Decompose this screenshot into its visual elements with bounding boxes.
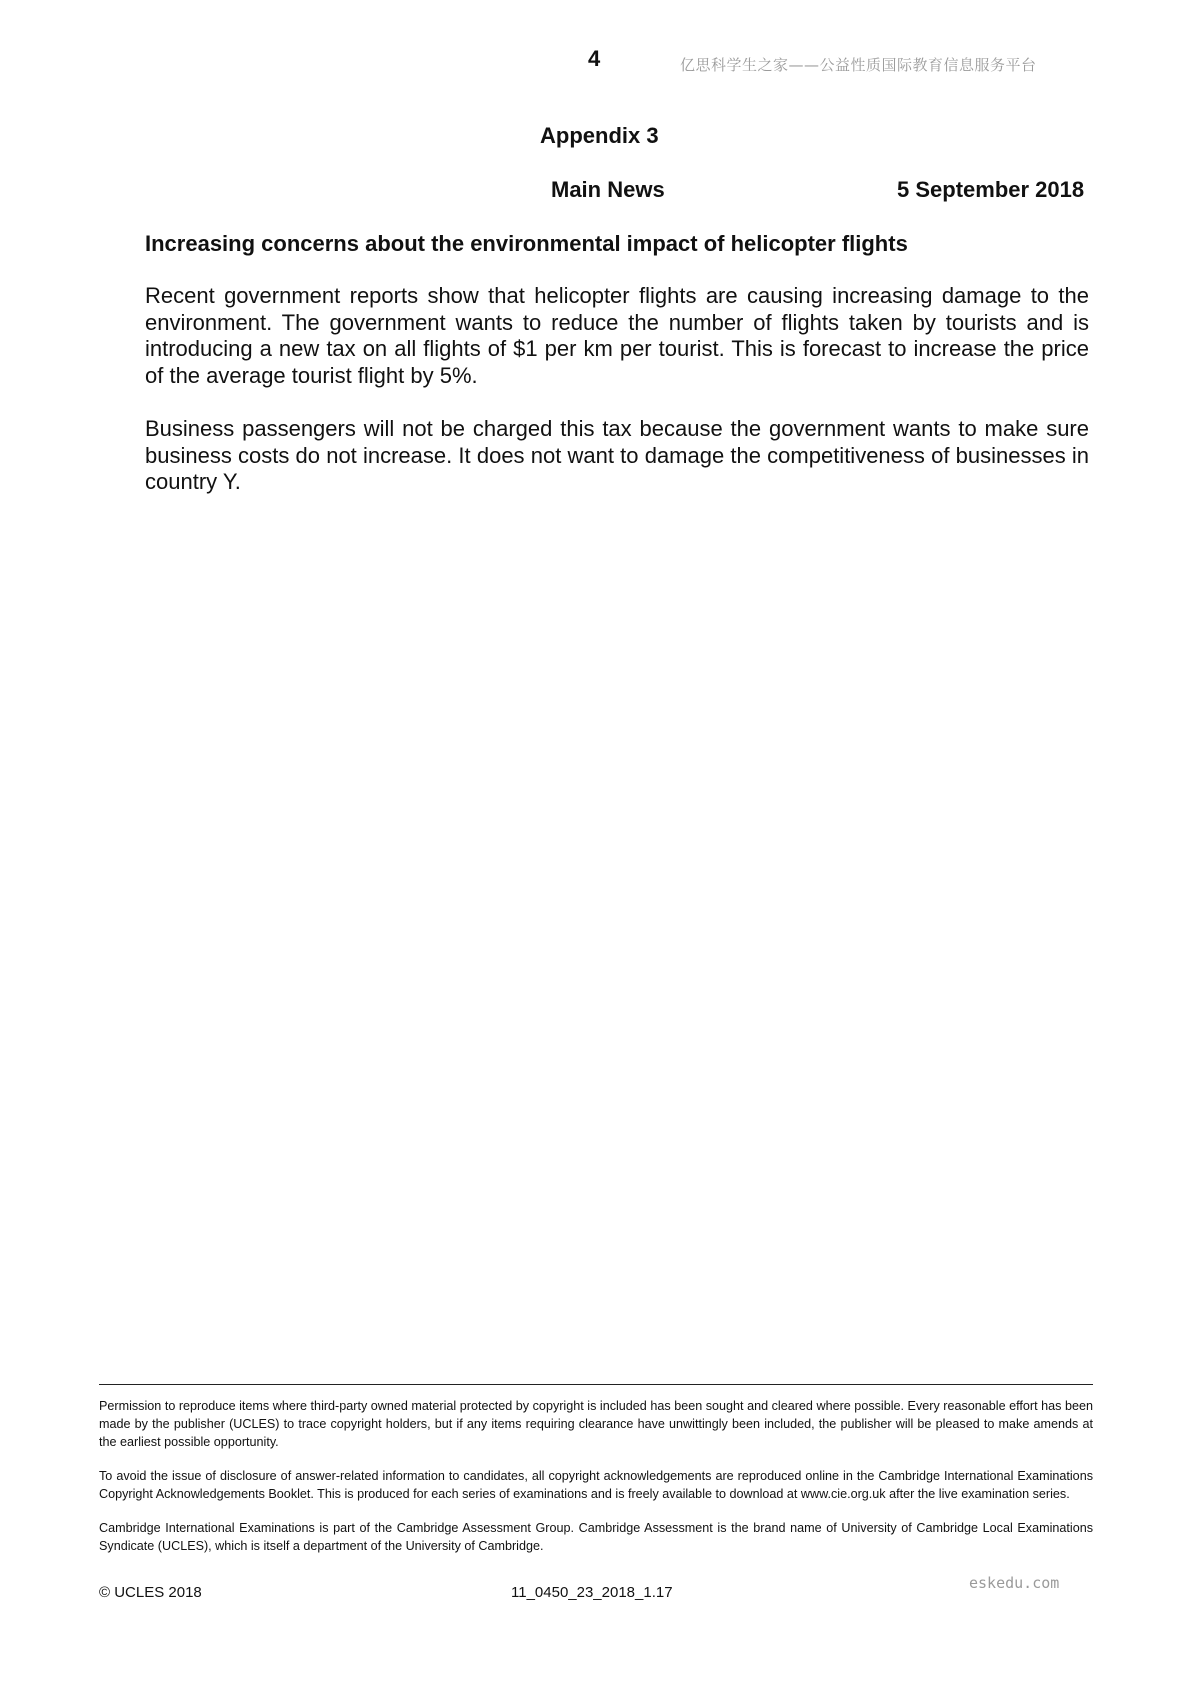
article-body [145,283,1089,523]
article-paragraph-1: Recent government reports show that helicopter flights are causing increasing damage to the environment. The government wants to reduce the number of flights taken by tourists and is introducing a new tax on all flights of $1 per km per tourist. This is forecast to increase the price of the average tourist flight by 5%. [145,283,1089,388]
footer-divider [99,1384,1093,1385]
document-code: 11_0450_23_2018_1.17 [511,1584,673,1601]
page-number: 4 [588,46,601,71]
cambridge-group-note: Cambridge International Examinations is part of the Cambridge Assessment Group. Cambridge Assessment is the brand name of University of Cambridge Local Examinations Syndicate (UCLES), which is itself a department of the University of Cambridge. [99,1521,1093,1553]
watermark-footer: eskedu.com [969,1574,1060,1592]
appendix-title: Appendix 3 [540,123,659,148]
permission-note: Permission to reproduce items where third-party owned material protected by copyright is included has been sought and cleared where possible. Every reasonable effort has been made by the publisher (UCLES) to trace copyright holders, but if any items requiring clearance have unwittingly been included, the publisher will be pleased to make amends at the earliest possible opportunity. [99,1399,1093,1449]
watermark-header: 亿思科学生之家——公益性质国际教育信息服务平台 [680,56,1037,74]
article-headline: Increasing concerns about the environmental impact of helicopter flights [145,231,908,256]
news-section-name: Main News [551,177,665,202]
article-date: 5 September 2018 [897,177,1085,202]
footer-notes [99,1397,1093,1571]
article-paragraph-2: Business passengers will not be charged this tax because the government wants to make sure business costs do not increase. It does not want to damage the competitiveness of businesses in country Y. [145,416,1089,494]
acknowledgements-note: To avoid the issue of disclosure of answer-related information to candidates, all copyright acknowledgements are reproduced online in the Cambridge International Examinations Copyright Acknowledgements Booklet. This is produced for each series of examinations and is freely available to download at www.cie.org.uk after the live examination series. [99,1469,1093,1501]
copyright-notice: © UCLES 2018 [99,1584,202,1601]
